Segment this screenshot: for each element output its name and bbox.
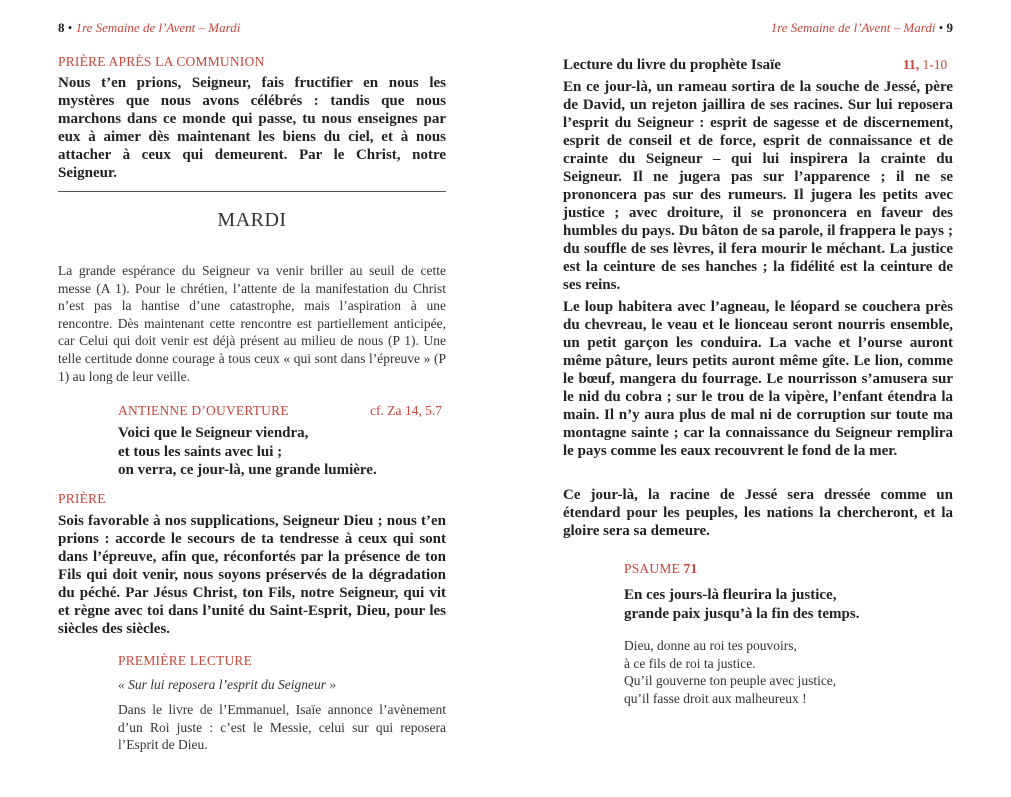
antienne-line: Voici que le Seigneur viendra, — [118, 425, 309, 441]
intro-paragraph: La grande espérance du Seigneur va venir briller au seuil de cette messe (A 1). Pour le chrétien, l’attente de la manifestation du Christ n’est pas la hantise d’une catastrophe, mais l’aspiration à une rencontre. Dès maintenant cette rencontre est partiellement anticipée, car Celui qui doit venir est déjà présent au milieu de nous (P 1). Une telle certitude donne courage à tous ceux « qui sont dans l’épreuve » (P 1) au long de leur veille. — [58, 263, 446, 384]
right-page-number: 9 — [946, 20, 953, 35]
header-bullet-icon: • — [67, 20, 76, 35]
reading-paragraph-1: En ce jour-là, un rameau sortira de la souche de Jessé, père de David, un rejeton jaillira de ses racines. Sur lui reposera l’esprit du Seigneur : esprit de sagesse et de discernement, esprit de conseil et de force, esprit de connaissance et de crainte du Seigneur – qui lui inspirera la crainte du Seigneur. Il ne jugera pas sur l’apparence ; il ne se prononcera pas sur des rumeurs. Il jugera les petits avec justice ; avec droiture, il se prononcera en faveur des humbles du pays. Du bâton de sa parole, il frappera le pays ; du souffle de ses lèvres, il fera mourir le méchant. La justice est la ceinture de ses hanches ; la fidélité est la ceinture de ses reins. — [563, 79, 953, 293]
refrain-line: En ces jours-là fleurira la justice, — [624, 587, 837, 603]
day-title: MARDI — [217, 209, 287, 231]
psalm-stanza — [624, 637, 953, 707]
reading-ref-verses: 1-10 — [922, 57, 948, 72]
right-running-title: 1re Semaine de l’Avent – Mardi — [770, 20, 936, 35]
left-page-number: 8 — [58, 20, 65, 35]
priere-heading: PRIÈRE — [58, 491, 106, 506]
left-page-header — [58, 20, 240, 36]
reading-paragraph-3: Ce jour-là, la racine de Jessé sera dressée comme un étendard pour les peuples, les nations la chercheront, et la gloire sera sa demeure. — [563, 487, 953, 539]
header-bullet-icon: • — [938, 20, 947, 35]
opening-prayer: Sois favorable à nos supplications, Seigneur Dieu ; nous t’en prions : accorde le secours de ta tendresse à ceux qui sont dans l’épreuve, afin que, réconfortés par la présence de ton Fils qui doit venir, nous soyons préservés de la dégradation du péché. Par Jésus Christ, ton Fils, notre Seigneur, qui vit et règne avec toi dans l’unité du Saint-Esprit, Dieu, pour les siècles des siècles. — [58, 513, 446, 637]
antienne-reference: cf. Za 14, 5.7 — [370, 403, 442, 418]
communion-prayer: Nous t’en prions, Seigneur, fais fructifier en nous les mystères que nous avons célébrés : tandis que nous marchons dans ce monde qui passe, tu nous enseignes par eux à aimer dès maintenant les biens du ciel, et à nous attacher à ceux qui demeurent. Par le Christ, notre Seigneur. — [58, 75, 446, 181]
right-page-header — [771, 20, 953, 36]
first-reading-subtitle: « Sur lui reposera l’esprit du Seigneur » — [118, 677, 337, 692]
antienne-line: on verra, ce jour-là, une grande lumière. — [118, 462, 377, 478]
left-running-title: 1re Semaine de l’Avent – Mardi — [75, 20, 241, 35]
refrain-line: grande paix jusqu’à la fin des temps. — [624, 605, 860, 622]
reading-reference — [903, 57, 947, 73]
first-reading-heading: PREMIÈRE LECTURE — [118, 653, 253, 668]
reading-title: Lecture du livre du prophète Isaïe — [563, 57, 781, 73]
psalm-line: Qu’il gouverne ton peuple avec justice, — [624, 673, 837, 688]
psalm-heading — [624, 561, 697, 577]
first-reading-intro: Dans le livre de l’Emmanuel, Isaïe annonce l’avènement d’un Roi juste : c’est le Messie, celui sur qui reposera l’Esprit de Dieu. — [118, 702, 446, 753]
psalm-refrain — [624, 586, 953, 623]
psalm-number: 71 — [683, 561, 698, 576]
antienne-text — [118, 424, 446, 480]
antienne-heading: ANTIENNE D’OUVERTURE — [118, 403, 289, 418]
reading-paragraph-2: Le loup habitera avec l’agneau, le léopard se couchera près du chevreau, le veau et le lionceau seront nourris ensemble, un petit garçon les conduira. La vache et l’ourse auront même pâture, leurs petits auront même gîte. Le lion, comme le bœuf, mangera du fourrage. Le nourrisson s’amusera sur le nid du cobra ; sur le trou de la vipère, l’enfant étendra la main. Il n’y aura plus de mal ni de corruption sur toute ma montagne sainte ; car la connaissance du Seigneur remplira le pays comme les eaux recouvrent le fond de la mer. — [563, 299, 953, 459]
antienne-line: et tous les saints avec lui ; — [118, 443, 283, 460]
reading-ref-chapter: 11, — [903, 57, 920, 72]
psalm-line: qu’il fasse droit aux malheureux ! — [624, 690, 807, 706]
psalm-line: à ce fils de roi ta justice. — [624, 655, 756, 671]
communion-heading: PRIÈRE APRÈS LA COMMUNION — [58, 54, 265, 69]
psalm-label: PSAUME — [624, 561, 680, 576]
section-divider — [58, 191, 446, 192]
psalm-line: Dieu, donne au roi tes pouvoirs, — [624, 638, 797, 653]
